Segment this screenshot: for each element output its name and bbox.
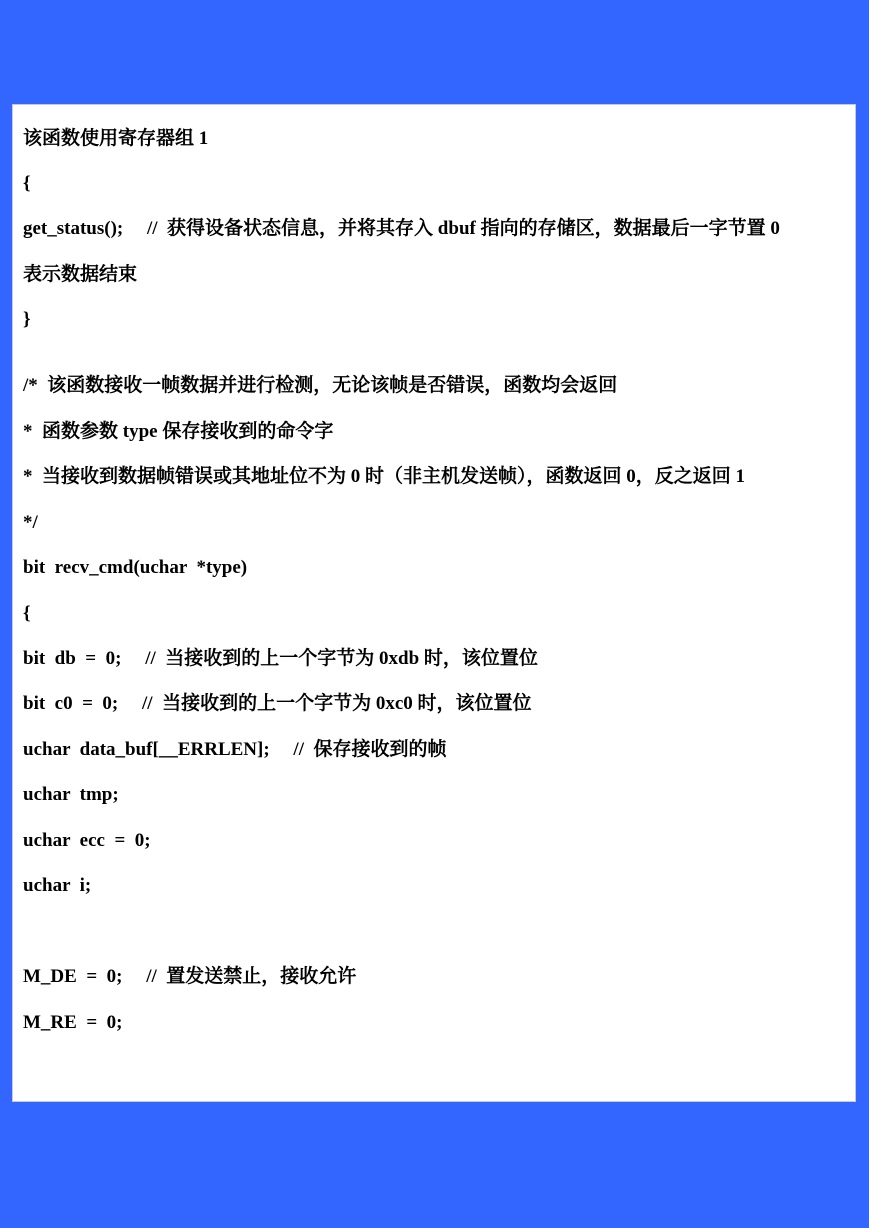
text-line-data-end: 表示数据结束 bbox=[23, 264, 138, 285]
text-line-tmp: uchar tmp; bbox=[23, 784, 119, 805]
text-line-ecc: uchar ecc = 0; bbox=[23, 830, 151, 851]
text-line-comment-1: /* 该函数接收一帧数据并进行检测，无论该帧是否错误，函数均会返回 bbox=[23, 375, 618, 396]
text-line-close-brace: } bbox=[23, 309, 31, 330]
text-line-comment-end: */ bbox=[23, 512, 38, 533]
text-line-comment-2: * 函数参数 type 保存接收到的命令字 bbox=[23, 421, 334, 442]
text-line-m-de: M_DE = 0; // 置发送禁止，接收允许 bbox=[23, 966, 357, 987]
text-line-i: uchar i; bbox=[23, 875, 92, 896]
text-line-register-bank: 该函数使用寄存器组 1 bbox=[23, 128, 209, 149]
text-line-bit-db: bit db = 0; // 当接收到的上一个字节为 0xdb 时，该位置位 bbox=[23, 648, 538, 669]
text-line-function-sig: bit recv_cmd(uchar *type) bbox=[23, 557, 248, 578]
text-line-bit-c0: bit c0 = 0; // 当接收到的上一个字节为 0xc0 时，该位置位 bbox=[23, 693, 532, 714]
text-line-data-buf: uchar data_buf[__ERRLEN]; // 保存接收到的帧 bbox=[23, 739, 447, 760]
text-line-comment-3: * 当接收到数据帧错误或其地址位不为 0 时（非主机发送帧），函数返回 0，反之返回 1 bbox=[23, 466, 746, 487]
document-page bbox=[13, 105, 855, 1101]
text-line-open-brace-1: { bbox=[23, 173, 31, 194]
text-line-m-re: M_RE = 0; bbox=[23, 1012, 123, 1033]
text-line-open-brace-2: { bbox=[23, 603, 31, 624]
text-line-get-status: get_status(); // 获得设备状态信息，并将其存入 dbuf 指向的存储区，数据最后一字节置 0 bbox=[23, 218, 780, 239]
